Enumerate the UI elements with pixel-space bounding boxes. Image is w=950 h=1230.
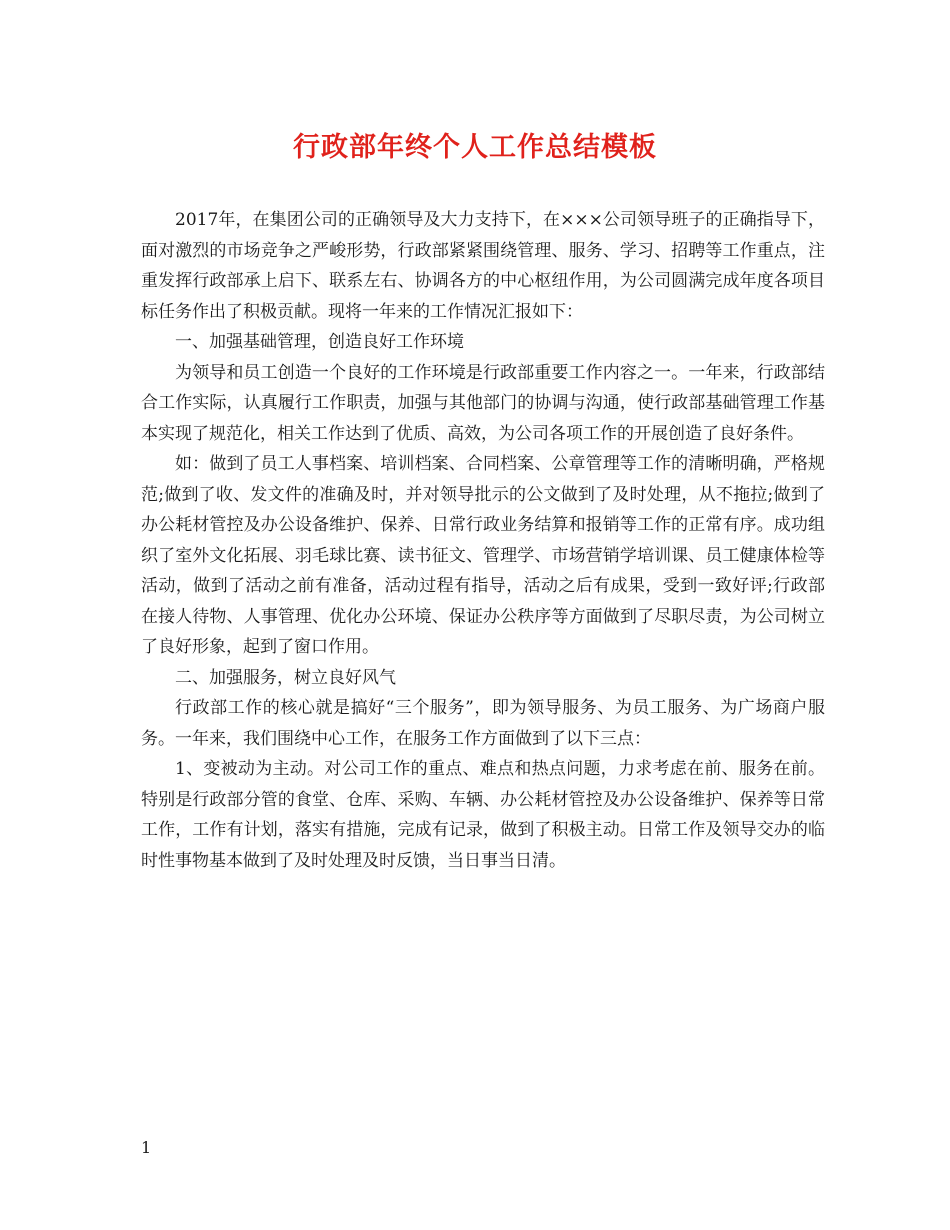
paragraph-section-1-intro: 为领导和员工创造一个良好的工作环境是行政部重要工作内容之一。一年来，行政部结合工作实际，认真履行工作职责，加强与其他部门的协调与沟通，使行政部基础管理工作基本实现了规范化，相关工作达到了优质、高效，为公司各项工作的开展创造了良好条件。 — [141, 362, 825, 444]
paragraph-section-1-details: 如：做到了员工人事档案、培训档案、合同档案、公章管理等工作的清晰明确，严格规范;做到了收、发文件的准确及时，并对领导批示的公文做到了及时处理，从不拖拉;做到了办公耗材管控及办公设备维护、保养、日常行政业务结算和报销等工作的正常有序。成功组织了室外文化拓展、羽毛球比赛、读书征文、管理学、市场营销学培训课、员工健康体检等活动，做到了活动之前有准备，活动过程有指导，活动之后有成果，受到一致好评;行政部在接人待物、人事管理、优化办公环境、保证办公秩序等方面做到了尽职尽责，为公司树立了良好形象，起到了窗口作用。 — [141, 454, 825, 657]
page-number: 1 — [141, 1138, 152, 1157]
document-body — [141, 205, 825, 876]
section-heading-2: 二、加强服务，树立良好风气 — [175, 667, 396, 688]
document-title: 行政部年终个人工作总结模板 — [293, 132, 657, 163]
paragraph-intro: 2017年，在集团公司的正确领导及大力支持下，在×××公司领导班子的正确指导下，面对激烈的市场竞争之严峻形势，行政部紧紧围绕管理、服务、学习、招聘等工作重点，注重发挥行政部承上启下、联系左右、协调各方的中心枢纽作用，为公司圆满完成年度各项目标任务作出了积极贡献。现将一年来的工作情况汇报如下： — [141, 210, 825, 322]
paragraph-section-2-item-1: 1、变被动为主动。对公司工作的重点、难点和热点问题，力求考虑在前、服务在前。特别是行政部分管的食堂、仓库、采购、车辆、办公耗材管控及办公设备维护、保养等日常工作，工作有计划，落实有措施，完成有记录，做到了积极主动。日常工作及领导交办的临时性事物基本做到了及时处理及时反馈，当日事当日清。 — [141, 759, 825, 871]
section-heading-1: 一、加强基础管理，创造良好工作环境 — [175, 332, 464, 352]
paragraph-section-2-intro: 行政部工作的核心就是搞好“三个服务”，即为领导服务、为员工服务、为广场商户服务。一年来，我们围绕中心工作，在服务工作方面做到了以下三点： — [141, 698, 825, 749]
